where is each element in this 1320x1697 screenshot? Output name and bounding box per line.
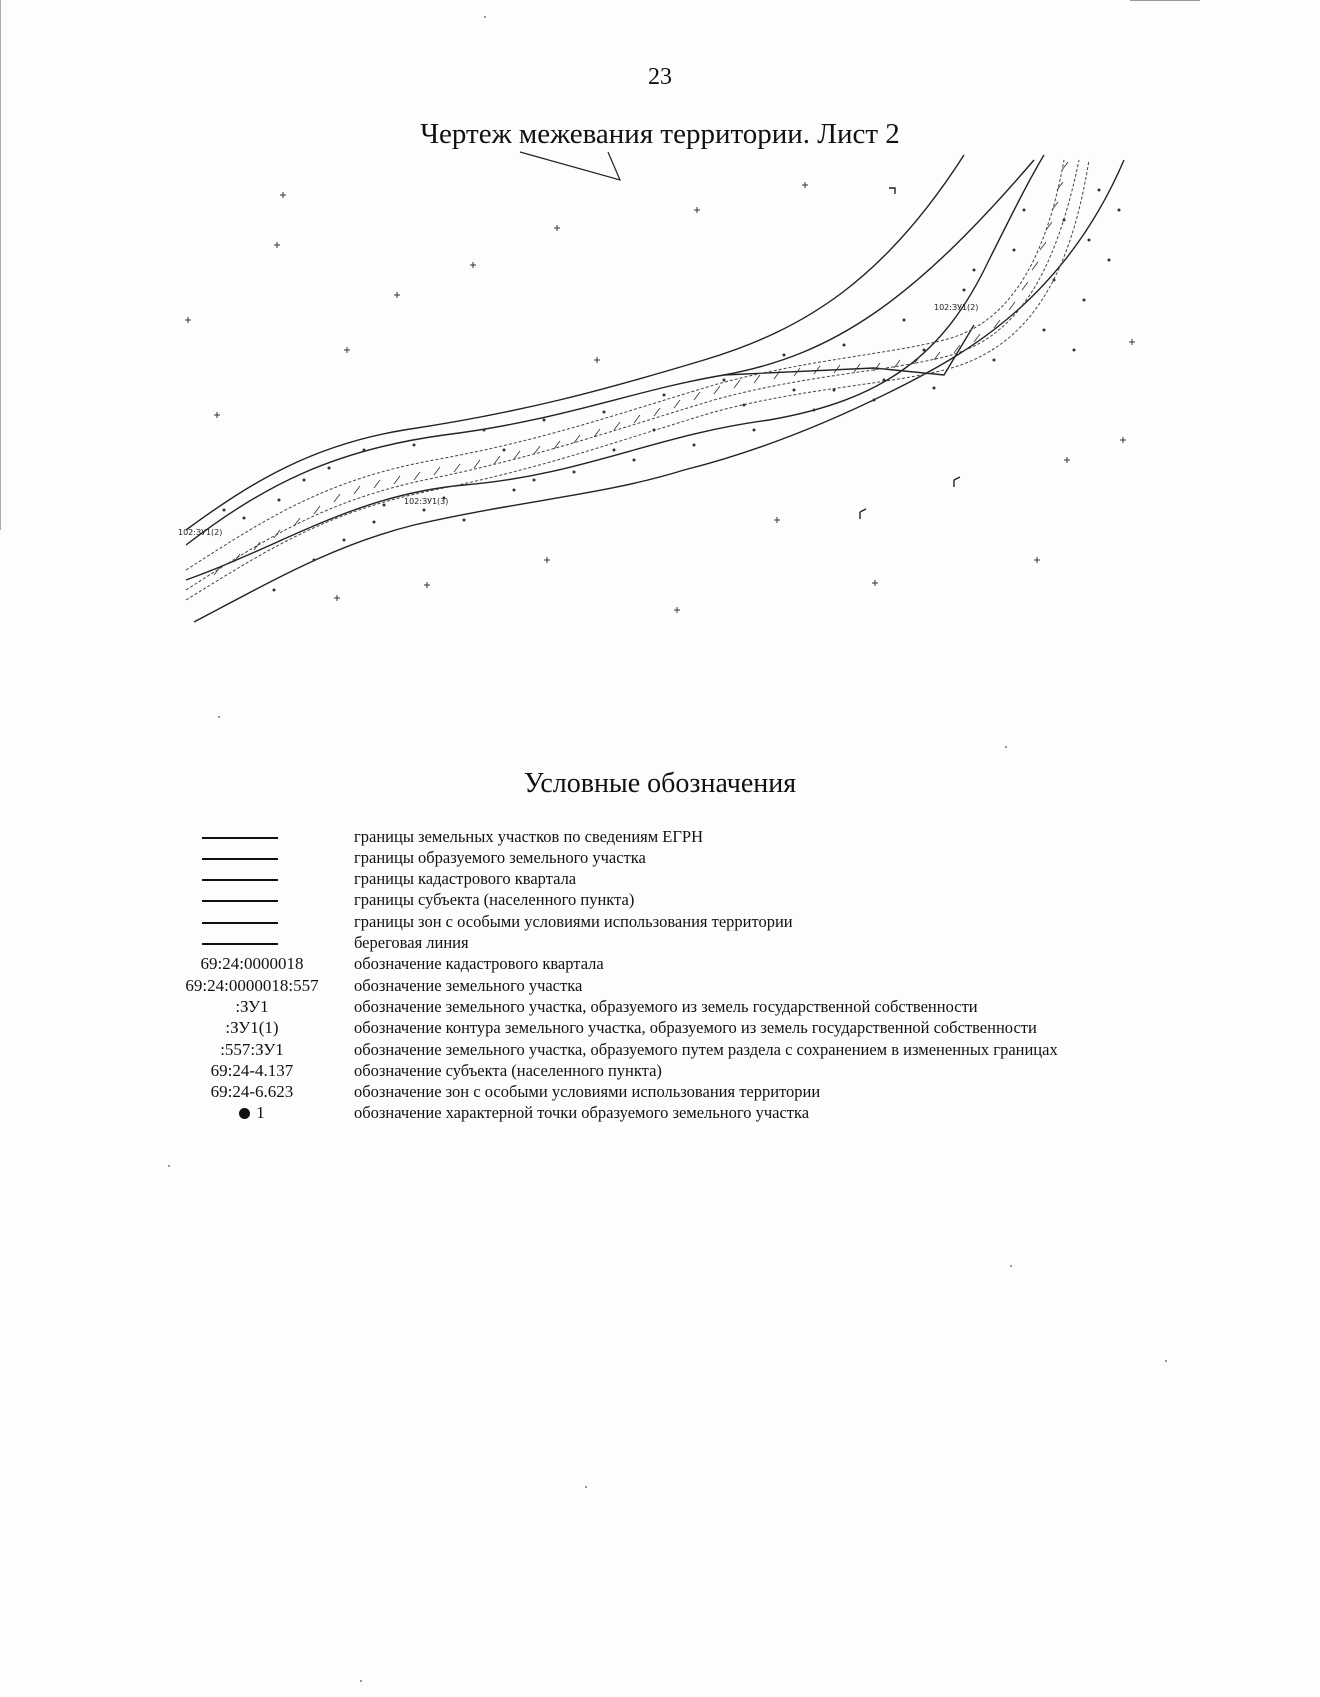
legend-row bbox=[0, 912, 1200, 933]
legend-line-symbol bbox=[202, 900, 278, 902]
survey-points bbox=[223, 189, 1121, 592]
parcel-label-center: 102:ЗУ1(3) bbox=[404, 497, 449, 506]
legend-code: 69:24:0000018:557 bbox=[185, 976, 319, 995]
legend-row bbox=[0, 976, 1200, 997]
hatch-band bbox=[214, 162, 1068, 575]
legend-description: обозначение земельного участка, образуемого из земель государственной собственности bbox=[354, 997, 978, 1016]
outer-boundary-lines bbox=[186, 155, 1124, 622]
legend-row bbox=[0, 890, 1200, 911]
scan-speck bbox=[360, 1680, 362, 1682]
drawing-arrow bbox=[520, 152, 620, 180]
legend-description: обозначение зон с особыми условиями использования территории bbox=[354, 1082, 821, 1101]
scan-edge-top bbox=[1130, 0, 1200, 1]
legend-code: :557:ЗУ1 bbox=[220, 1040, 284, 1059]
survey-drawing bbox=[178, 150, 1134, 650]
legend-code: 69:24:0000018 bbox=[200, 954, 304, 973]
legend-code: :ЗУ1 bbox=[235, 997, 269, 1016]
legend-description: обозначение земельного участка bbox=[354, 976, 583, 995]
page-title: Чертеж межевания территории. Лист 2 bbox=[420, 118, 900, 150]
legend-description: обозначение субъекта (населенного пункта) bbox=[354, 1061, 662, 1080]
legend-row bbox=[0, 933, 1200, 954]
legend-code: 69:24-6.623 bbox=[210, 1082, 294, 1101]
legend-row bbox=[0, 997, 1200, 1018]
legend-row bbox=[0, 954, 1200, 975]
legend-row bbox=[0, 827, 1200, 848]
scan-speck bbox=[484, 16, 486, 18]
legend-description: береговая линия bbox=[354, 933, 469, 952]
grid-crosses bbox=[185, 182, 1135, 613]
parcel-label-left: 102:ЗУ1(2) bbox=[178, 528, 223, 537]
legend-description: границы образуемого земельного участка bbox=[354, 848, 646, 867]
legend-description: обозначение контура земельного участка, образуемого из земель государственной собственности bbox=[354, 1018, 1037, 1037]
legend-code: :ЗУ1(1) bbox=[225, 1018, 279, 1037]
legend-row bbox=[0, 1018, 1200, 1039]
legend-description: границы кадастрового квартала bbox=[354, 869, 577, 888]
scan-speck bbox=[1005, 746, 1007, 748]
point-number: 1 bbox=[256, 1103, 265, 1122]
legend-line-symbol bbox=[202, 837, 278, 839]
point-dot-icon bbox=[239, 1108, 250, 1119]
legend-line-symbol bbox=[202, 858, 278, 860]
legend-description: обозначение характерной точки образуемого земельного участка bbox=[354, 1103, 810, 1122]
legend-code: 69:24-4.137 bbox=[210, 1061, 294, 1080]
scan-speck bbox=[1165, 1360, 1167, 1362]
legend-description: обозначение кадастрового квартала bbox=[354, 954, 604, 973]
legend-point-symbol bbox=[164, 1103, 340, 1123]
parcel-label-right: 102:ЗУ1(2) bbox=[934, 303, 979, 312]
page-number: 23 bbox=[648, 64, 672, 90]
legend-row bbox=[0, 1082, 1200, 1103]
legend-line-symbol bbox=[202, 879, 278, 881]
scan-speck bbox=[585, 1486, 587, 1488]
legend-row bbox=[0, 1103, 1200, 1124]
legend-description: границы земельных участков по сведениям ЕГРН bbox=[354, 827, 704, 846]
legend-line-symbol bbox=[202, 922, 278, 924]
legend-title: Условные обозначения bbox=[523, 768, 797, 799]
legend-line-symbol bbox=[202, 943, 278, 945]
scan-speck bbox=[218, 716, 220, 718]
legend-description: границы зон с особыми условиями использования территории bbox=[354, 912, 793, 931]
legend-row bbox=[0, 869, 1200, 890]
legend-row bbox=[0, 1040, 1200, 1061]
scan-speck bbox=[1010, 1265, 1012, 1267]
legend-row bbox=[0, 848, 1200, 869]
scan-speck bbox=[168, 1165, 170, 1167]
drawing-labels bbox=[178, 303, 978, 537]
legend-description: обозначение земельного участка, образуемого путем раздела с сохранением в измененных границах bbox=[354, 1040, 1058, 1059]
legend-row bbox=[0, 1061, 1200, 1082]
legend-description: границы субъекта (населенного пункта) bbox=[354, 890, 635, 909]
